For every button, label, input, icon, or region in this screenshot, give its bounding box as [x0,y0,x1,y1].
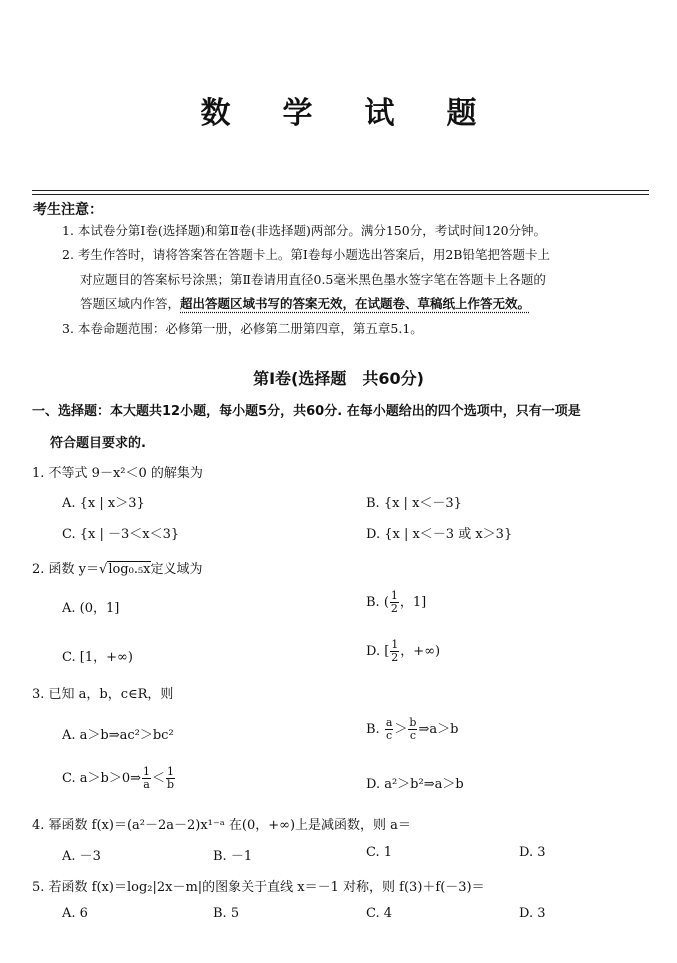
question-5-stem: 5. 若函数 f(x)＝log₂|2x－m|的图象关于直线 x＝－1 对称，则 f(3)＋f(－3)＝ [32,880,485,895]
fraction-numerator: a [385,716,393,729]
fraction-denominator: c [409,729,417,742]
section-intro: 一、选择题：本大题共12小题，每小题5分，共60分. 在每小题给出的四个选项中，只有一项是 [32,404,581,419]
question-1-option-b: B. {x | x＜－3} [366,496,462,511]
question-4-option-b: B. －1 [213,849,253,864]
section-intro-cont: 符合题目要求的. [50,436,146,451]
divider-line [32,190,649,191]
fraction-denominator: 2 [390,602,398,615]
option-text: ⇒a＞b [418,722,459,737]
question-2-option-d [366,639,440,664]
notice-item-2-cont: 对应题目的答案标号涂黑；第Ⅱ卷请用直径0.5毫米黑色墨水签字笔在答题卡上各题的 [80,272,546,287]
fraction-numerator: 1 [167,765,175,778]
option-text: D. [ [366,644,390,659]
question-3-option-d: D. a²＞b²⇒a＞b [366,777,464,792]
notice-text: 答题区域内作答， [80,296,181,311]
section-title: 第Ⅰ卷(选择题 共60分) [253,369,424,388]
fraction [142,766,151,791]
option-text: B. ( [366,595,389,610]
fraction-denominator: c [386,729,393,742]
question-3-stem: 3. 已知 a，b，c∈R，则 [32,687,174,702]
question-1-option-a: A. {x | x＞3} [62,496,145,511]
question-3-option-a: A. a＞b⇒ac²＞bc² [62,728,174,743]
question-1-option-d: D. {x | x＜－3 或 x＞3} [366,527,513,542]
option-text: B. [366,722,380,737]
fraction-numerator: 1 [391,638,399,651]
question-5-option-c: C. 4 [366,906,393,921]
question-4-option-a: A. －3 [62,849,101,864]
question-5-option-b: B. 5 [213,906,240,921]
notice-item-2-cont [80,294,530,312]
page-title: 数学试题 [200,96,529,131]
question-5-option-a: A. 6 [62,906,88,921]
fraction-denominator: b [167,778,175,791]
question-5-option-d: D. 3 [519,906,546,921]
notice-heading: 考生注意： [33,202,103,218]
fraction-denominator: 2 [391,651,399,664]
notice-item-3: 3. 本卷命题范围：必修第一册，必修第二册第四章，第五章5.1。 [62,321,423,336]
question-1-stem: 1. 不等式 9－x²＜0 的解集为 [32,466,203,481]
option-text: C. a＞b＞0⇒ [62,771,141,786]
notice-item-1: 1. 本试卷分第Ⅰ卷(选择题)和第Ⅱ卷(非选择题)两部分。满分150分，考试时间120分钟。 [62,223,547,238]
question-2-option-c: C. [1，+∞) [62,650,133,665]
option-text: ，1] [399,595,427,610]
question-1-option-c: C. {x | －3＜x＜3} [62,527,180,542]
fraction [166,766,175,791]
option-text: ＜ [151,771,165,786]
question-4-stem: 4. 幂函数 f(x)＝(a²－2a－2)x¹⁻ᵃ 在(0，+∞)上是减函数，则 a＝ [32,818,411,833]
fraction [385,717,394,742]
option-text: ，+∞) [400,644,441,659]
question-2-stem-text: 定义域为 [150,562,203,577]
option-text: ＞ [394,722,408,737]
notice-item-2: 2. 考生作答时，请将答案答在答题卡上。第Ⅰ卷每小题选出答案后，用2B铅笔把答题卡上 [62,247,550,262]
fraction-numerator: b [409,716,417,729]
fraction-numerator: 1 [142,765,150,778]
fraction [408,717,417,742]
fraction-numerator: 1 [390,589,398,602]
question-2-radicand: log₀.₅x [108,562,151,577]
question-2-stem-text: 2. 函数 y＝ [32,562,100,577]
question-3-option-c [62,766,176,791]
notice-emphasis: 超出答题区域书写的答案无效，在试题卷、草稿纸上作答无效。 [180,296,531,311]
fraction-denominator: a [143,778,150,791]
question-2-option-b [366,590,426,615]
question-2-stem: 2. 函数 y＝√log₀.₅x定义域为 [32,562,203,577]
question-4-option-c: C. 1 [366,845,393,860]
fraction [390,639,399,664]
question-2-option-a: A. (0，1] [62,601,120,616]
question-4-option-d: D. 3 [519,845,546,860]
fraction [390,590,399,615]
question-3-option-b [366,717,458,742]
divider-line [32,194,649,195]
